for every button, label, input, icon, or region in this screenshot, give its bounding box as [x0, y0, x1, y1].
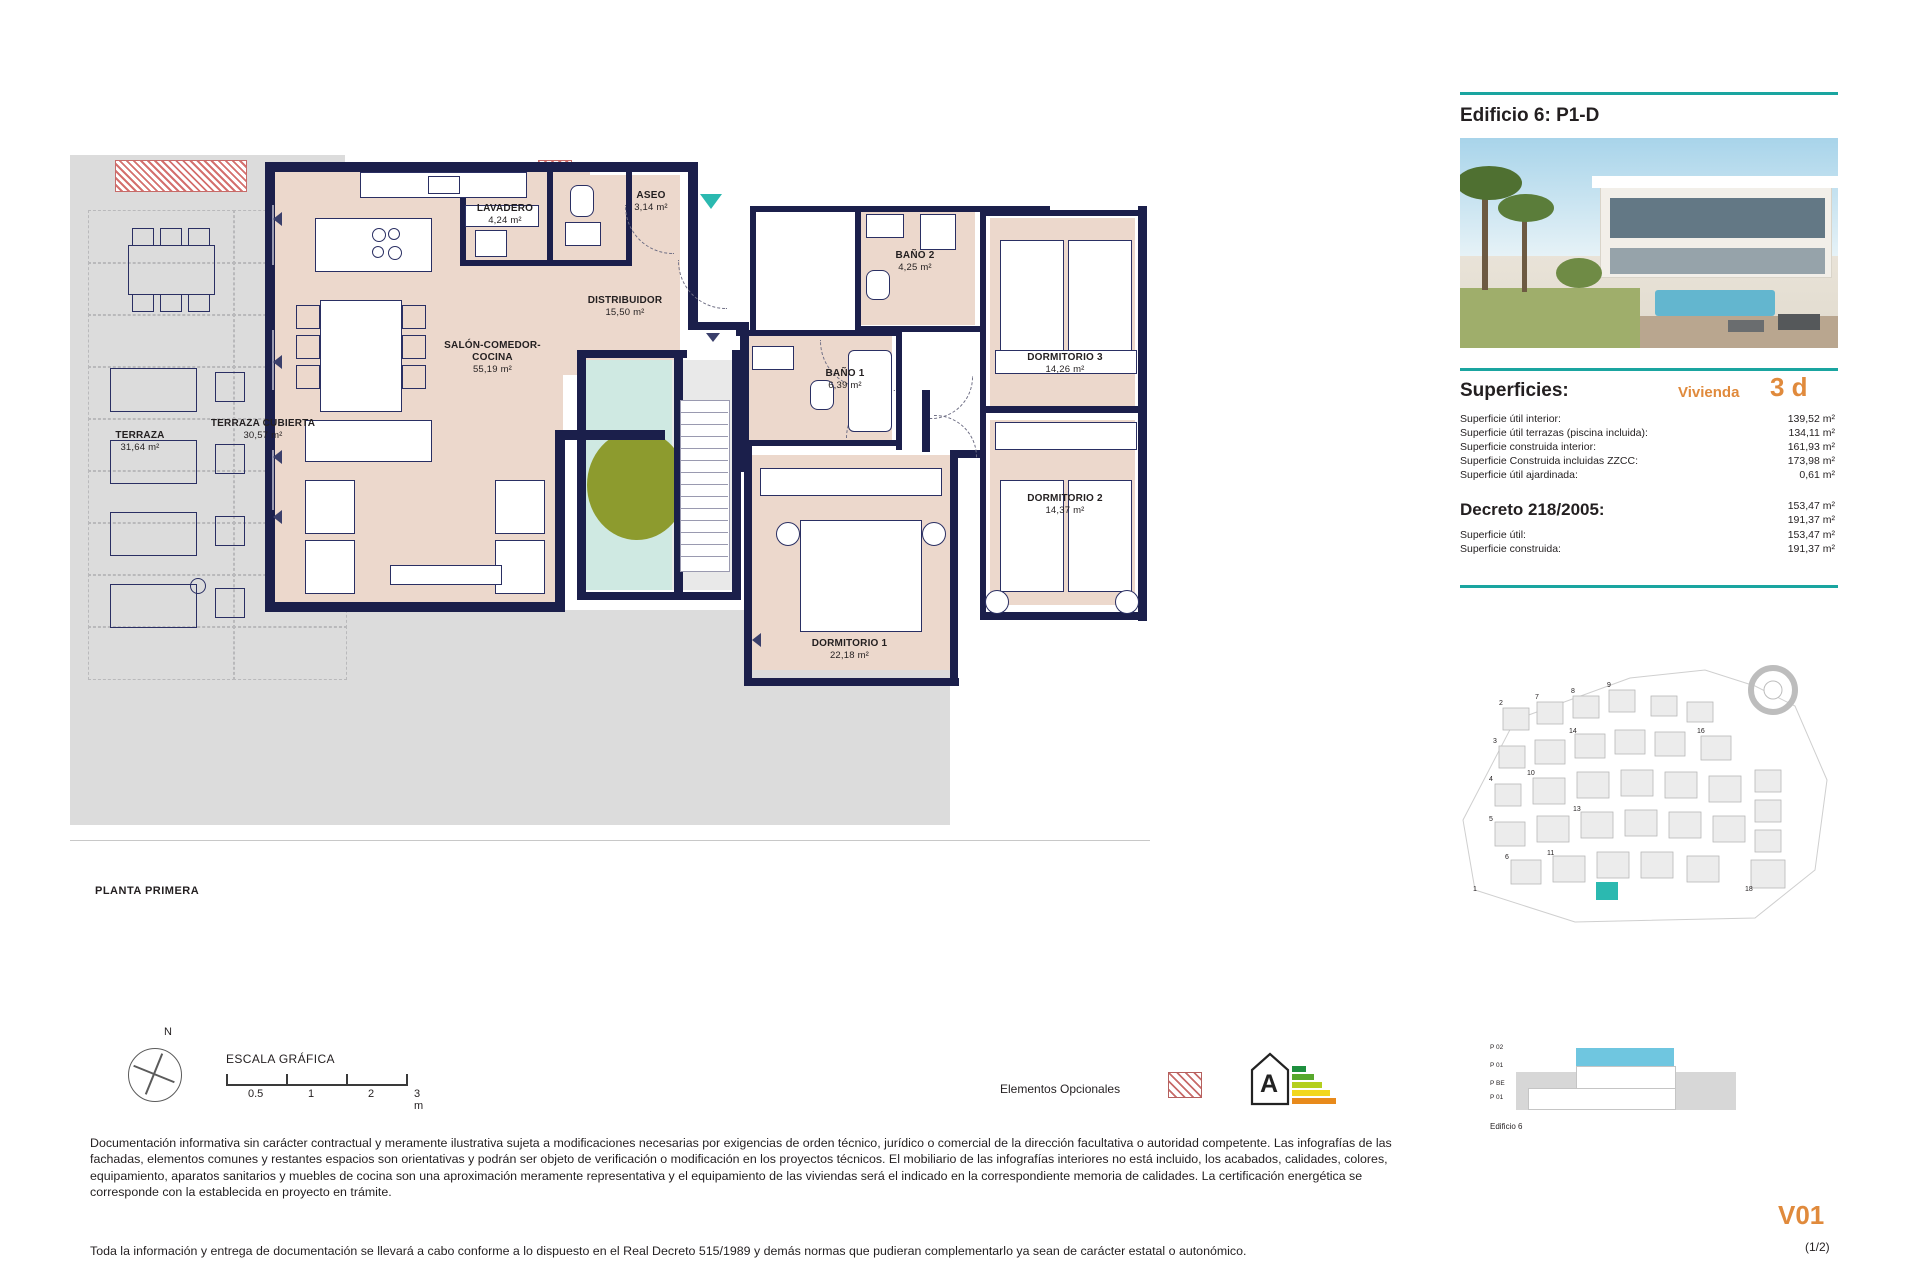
lounger — [110, 368, 197, 412]
render-glass — [1610, 198, 1825, 238]
site-number: 13 — [1573, 806, 1581, 813]
scale-tick — [226, 1074, 228, 1086]
dining-chair — [402, 335, 426, 359]
wall — [577, 350, 687, 358]
energy-band — [1292, 1098, 1336, 1104]
room-label-aseo: ASEO 3,14 m² — [634, 190, 668, 213]
sink-bano1 — [752, 346, 794, 370]
bed-single — [1000, 240, 1064, 352]
sink-bano2 — [866, 214, 904, 238]
decreto-value-1: 153,47 m² — [1787, 500, 1835, 512]
wall — [688, 322, 748, 330]
dining-chair — [296, 365, 320, 389]
energy-band — [1292, 1090, 1330, 1096]
wall — [744, 446, 752, 686]
hob-burner — [372, 228, 386, 242]
nightstand — [776, 522, 800, 546]
energy-band — [1292, 1074, 1314, 1080]
wall — [1138, 416, 1147, 621]
wall — [950, 450, 958, 686]
wall — [732, 350, 741, 600]
room-label-distribuidor: DISTRIBUIDOR 15,50 m² — [587, 295, 663, 318]
site-number: 5 — [1489, 816, 1493, 823]
room-label-dormitorio3: DORMITORIO 3 14,26 m² — [1027, 352, 1103, 375]
site-number: 18 — [1745, 886, 1753, 893]
armchair — [495, 480, 545, 534]
dining-table — [320, 300, 402, 412]
table-row: Superficie útil ajardinada: 0,61 m² — [1460, 469, 1835, 481]
nightstand — [922, 522, 946, 546]
wardrobe — [995, 422, 1137, 450]
legal-paragraph-1: Documentación informativa sin carácter contractual y meramente ilustrativa sujeta a modificaciones necesarias por exigencias de orden técnico, jurídico o comercial de la dirección facultativa o autoridad competente. Las infografías de las fachadas, elementos comunes y restantes espacios son orientativas y podrán ser objeto de verificación o modificación en los proyectos técnicos. El mobiliario de las infografías interiores no está incluido, los acabados, calidades, colores, equipamiento, aparatos sanitarios y muebles de cocina son una aproximación meramente representativa y el equipamiento de las viviendas será el indicado en la correspondiente memoria de calidades. La certificación energética se corresponde con la establecida en proyecto en trámite. — [90, 1136, 1392, 1200]
site-number: 2 — [1499, 700, 1503, 707]
wall — [980, 210, 1145, 216]
table-row: Superficie construida: 191,37 m² — [1460, 543, 1835, 555]
view-marker — [273, 355, 282, 369]
scale-tick-label: 2 — [368, 1088, 375, 1100]
scale-tick-label: 0.5 — [248, 1088, 264, 1100]
side-table — [215, 516, 245, 546]
view-marker — [273, 510, 282, 524]
wall — [577, 592, 737, 600]
floor-plan — [60, 150, 1410, 850]
plan-baseline-rule — [70, 840, 1150, 841]
hob-burner — [388, 228, 400, 240]
energy-band — [1292, 1082, 1322, 1088]
shower-symbol — [190, 578, 206, 594]
section-label: P 01 — [1490, 1094, 1504, 1101]
outdoor-chair — [160, 228, 182, 246]
site-plan-svg — [1455, 660, 1845, 930]
wall — [1138, 206, 1147, 416]
wall — [922, 390, 930, 452]
optional-hatch-terrace — [115, 160, 247, 192]
kitchen-island — [315, 218, 432, 272]
wall — [736, 330, 901, 336]
wc-bano2 — [866, 270, 890, 300]
bed-double — [800, 520, 922, 632]
kitchen-sink — [428, 176, 460, 194]
tree-symbol — [587, 430, 687, 540]
outdoor-furniture — [1728, 320, 1764, 332]
render-roof — [1592, 176, 1838, 188]
washer — [475, 230, 507, 257]
graphic-scale — [218, 1052, 424, 1112]
scale-tick — [406, 1074, 408, 1086]
outdoor-chair — [160, 294, 182, 312]
dining-chair — [296, 305, 320, 329]
room-label-bano1: BAÑO 1 6,39 m² — [825, 368, 865, 391]
decreto-title: Decreto 218/2005: — [1460, 500, 1605, 519]
dining-chair — [402, 365, 426, 389]
legal-paragraph-2: Toda la información y entrega de documentación se llevará a cabo conforme a lo dispuesto en el Real Decreto 515/1989 y demás normas que pudieran complementarlo ya sean de carácter estatal o autonómico. — [90, 1244, 1247, 1258]
stair-tread — [680, 484, 728, 485]
section-label: P 01 — [1490, 1062, 1504, 1069]
view-marker-teal — [700, 194, 722, 209]
compass — [128, 1048, 184, 1104]
room-label-salon: SALÓN-COMEDOR-COCINA 55,19 m² — [444, 340, 541, 375]
scale-tick — [346, 1074, 348, 1086]
stair-tread — [680, 508, 728, 509]
section-floor — [1576, 1066, 1676, 1090]
terrace-grid-cell — [88, 314, 235, 368]
outdoor-furniture — [1778, 314, 1820, 330]
stair-tread — [680, 460, 728, 461]
site-number: 6 — [1505, 854, 1509, 861]
scale-tick-label: 3 m — [414, 1088, 424, 1112]
view-marker — [752, 633, 761, 647]
bed-single — [1068, 240, 1132, 352]
coffee-table — [390, 565, 502, 585]
render-glass-lower — [1610, 248, 1825, 274]
optional-elements-label: Elementos Opcionales — [1000, 1082, 1121, 1096]
dining-chair — [296, 335, 320, 359]
armchair — [305, 480, 355, 534]
optional-elements-swatch — [1168, 1072, 1202, 1098]
stair-tread — [680, 520, 728, 521]
site-number: 11 — [1547, 850, 1555, 857]
door-swing — [678, 260, 727, 309]
outdoor-chair — [132, 294, 154, 312]
site-number: 1 — [1473, 886, 1477, 893]
table-row: Superficie útil interior: 139,52 m² — [1460, 413, 1835, 425]
hob-burner — [388, 246, 402, 260]
view-marker — [273, 212, 282, 226]
section-diagram — [1488, 1030, 1738, 1131]
room-label-terraza: TERRAZA 31,64 m² — [115, 430, 165, 453]
outdoor-chair — [132, 228, 154, 246]
energy-label — [1248, 1048, 1340, 1106]
side-table — [215, 372, 245, 402]
stair-tread — [680, 556, 728, 557]
outdoor-table — [128, 245, 215, 295]
render-pool — [1655, 290, 1775, 316]
page-number: (1/2) — [1805, 1240, 1830, 1254]
wall — [265, 602, 565, 612]
stair-tread — [680, 424, 728, 425]
compass-north-label: N — [164, 1026, 172, 1038]
stair-tread — [680, 544, 728, 545]
section-label: P BE — [1490, 1080, 1505, 1087]
site-number: 16 — [1697, 728, 1705, 735]
stair-tread — [680, 412, 728, 413]
side-table — [215, 588, 245, 618]
outdoor-chair — [188, 228, 210, 246]
wall — [744, 678, 959, 686]
room-label-dormitorio2: DORMITORIO 2 14,37 m² — [1027, 493, 1103, 516]
wall — [460, 260, 560, 266]
wall — [980, 406, 1147, 413]
palm-canopy — [1498, 194, 1554, 222]
door-swing — [934, 415, 977, 458]
divider-surfaces — [1460, 368, 1838, 371]
divider-top — [1460, 92, 1838, 95]
shower-bano2 — [920, 214, 956, 250]
nightstand — [1115, 590, 1139, 614]
stair-tread — [680, 436, 728, 437]
table-row: Superficie útil: 153,47 m² — [1460, 529, 1835, 541]
wall — [750, 210, 756, 330]
sink-aseo — [565, 222, 601, 246]
site-number: 4 — [1489, 776, 1493, 783]
terrace-grid-cell — [88, 626, 235, 680]
view-marker — [706, 333, 720, 342]
room-label-bano2: BAÑO 2 4,25 m² — [895, 250, 935, 273]
scale-title: ESCALA GRÁFICA — [226, 1052, 335, 1066]
section-caption: Edificio 6 — [1490, 1122, 1523, 1131]
surfaces-table — [1460, 412, 1835, 482]
site-number: 8 — [1571, 688, 1575, 695]
floor-label: PLANTA PRIMERA — [95, 885, 200, 897]
scale-bar — [226, 1084, 406, 1086]
room-label-dormitorio1: DORMITORIO 1 22,18 m² — [811, 638, 888, 661]
dwelling-label: Vivienda — [1678, 384, 1740, 401]
energy-band — [1292, 1066, 1306, 1072]
shrub — [1556, 258, 1602, 288]
wc-aseo — [570, 185, 594, 217]
armchair — [305, 540, 355, 594]
divider-bottom — [1460, 585, 1838, 588]
section-floor-highlight — [1576, 1048, 1674, 1066]
building-title: Edificio 6: P1-D — [1460, 105, 1600, 126]
table-row: Superficie útil terrazas (piscina incluida): 134,11 m² — [1460, 427, 1835, 439]
table-row: Superficie construida interior: 161,93 m² — [1460, 441, 1835, 453]
side-table — [215, 444, 245, 474]
site-number: 10 — [1527, 770, 1535, 777]
nightstand — [985, 590, 1009, 614]
wall — [980, 206, 986, 334]
energy-letter: A — [1260, 1070, 1279, 1098]
wardrobe — [760, 468, 942, 496]
section-label: P 02 — [1490, 1044, 1504, 1051]
terrace-grid-cell — [233, 626, 347, 680]
wall — [980, 334, 986, 414]
room-label-terraza-cubierta: TERRAZA CUBIERTA 30,57 m² — [210, 418, 316, 441]
outdoor-chair — [188, 294, 210, 312]
scale-tick-label: 1 — [308, 1088, 315, 1100]
stair-tread — [680, 472, 728, 473]
version-label: V01 — [1778, 1200, 1825, 1230]
site-number: 14 — [1569, 728, 1577, 735]
door-swing — [930, 376, 973, 419]
render-image — [1460, 138, 1838, 348]
stair-tread — [680, 532, 728, 533]
lounger — [110, 584, 197, 628]
dining-chair — [402, 305, 426, 329]
sofa — [305, 420, 432, 462]
lounger — [110, 512, 197, 556]
wall — [736, 440, 902, 446]
section-floor — [1528, 1088, 1676, 1110]
stair-tread — [680, 448, 728, 449]
room-label-lavadero: LAVADERO 4,24 m² — [476, 203, 534, 226]
wall — [555, 430, 665, 440]
scale-tick — [286, 1074, 288, 1086]
wall — [577, 350, 586, 600]
right-panel — [1460, 0, 1920, 1280]
view-marker — [273, 450, 282, 464]
site-number: 7 — [1535, 694, 1539, 701]
wall — [555, 440, 565, 612]
decreto-value-2: 191,37 m² — [1787, 514, 1835, 526]
table-row: Superficie Construida incluidas ZZCC: 173,98 m² — [1460, 455, 1835, 467]
surfaces-title: Superficies: — [1460, 380, 1569, 401]
site-plan — [1455, 660, 1845, 930]
decreto-table — [1460, 528, 1835, 556]
hob-burner — [372, 246, 384, 258]
stair-run — [680, 400, 730, 572]
wall — [980, 413, 986, 618]
dwelling-value: 3 d — [1770, 372, 1808, 402]
render-lawn — [1460, 288, 1640, 348]
wall — [547, 260, 627, 266]
wall — [265, 162, 565, 172]
site-number: 3 — [1493, 738, 1497, 745]
armchair — [495, 540, 545, 594]
stair-tread — [680, 496, 728, 497]
site-number: 9 — [1607, 682, 1611, 689]
